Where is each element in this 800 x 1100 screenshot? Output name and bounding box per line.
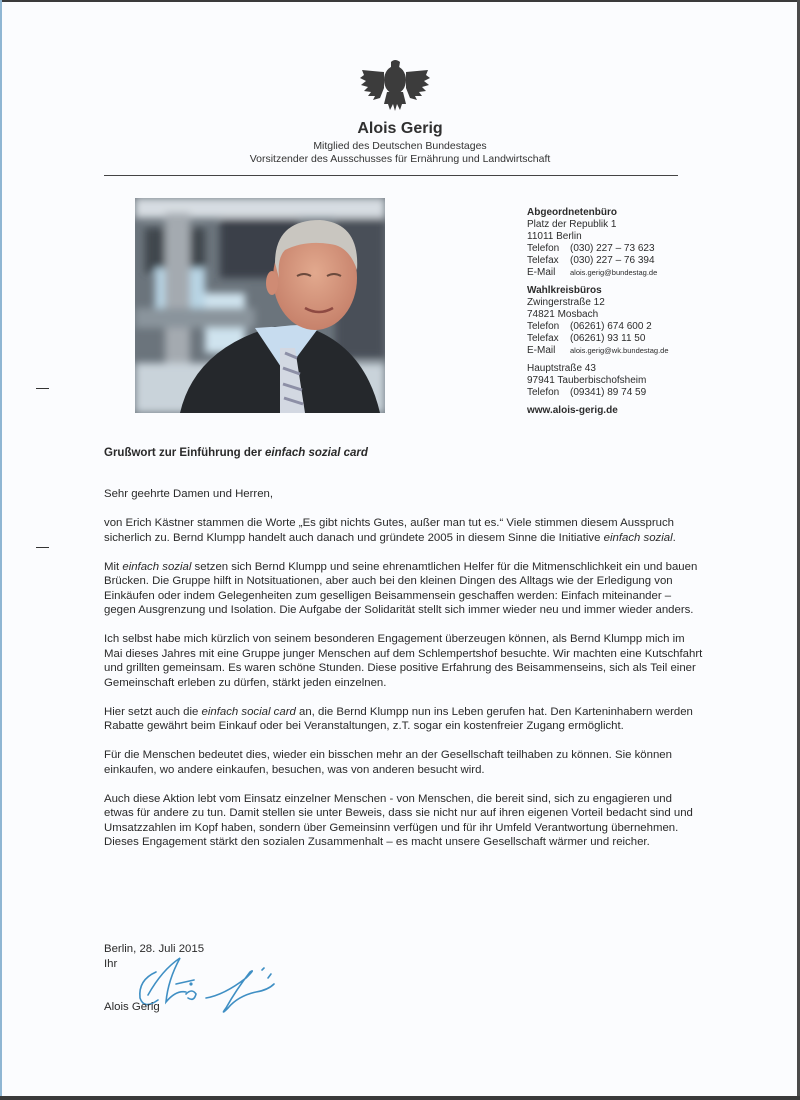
fax-label: Telefax (527, 255, 559, 266)
bundesadler-eagle-icon (358, 58, 432, 112)
header-divider (104, 175, 678, 176)
letterhead-role: Mitglied des Deutschen Bundestages (313, 140, 487, 152)
mosbach-street: Zwingerstraße 12 (527, 297, 605, 308)
berlin-street: Platz der Republik 1 (527, 219, 617, 230)
letterhead-name: Alois Gerig (357, 120, 443, 137)
paragraph: Ich selbst habe mich kürzlich von seinem besonderen Engagement überzeugen können, als Bernd Klumpp mich im Mai dieses Jahres mit eine Gruppe junger Menschen auf dem Schlempertshof besuchte. Wir machten eine Kutschfahrt und grillten gemeinsam. Es waren schöne Stunden. Diese positive Erfahrung des Beisammenseins, sich als Teil einer Gemeinschaft erleben zu dürfen, stärkt jeden einzelnen. (104, 633, 703, 689)
berlin-email-row (527, 267, 669, 279)
mosbach-phone: (06261) 674 600 2 (570, 321, 652, 332)
paragraph: Für die Menschen bedeutet dies, wieder ein bisschen mehr an der Gesellschaft teilhaben zu können. Sie können einkaufen, wo andere einkaufen, besuchen, was von anderen besucht wird. (104, 749, 672, 776)
phone-label: Telefon (527, 243, 560, 254)
tauber-street: Hauptstraße 43 (527, 363, 596, 374)
signer-name: Alois Gerig (104, 1001, 160, 1013)
mosbach-email: alois.gerig@wk.bundestag.de (570, 346, 669, 355)
email-label: E-Mail (527, 345, 556, 356)
phone-label: Telefon (527, 321, 560, 332)
fold-mark (36, 388, 49, 389)
fax-label: Telefax (527, 333, 559, 344)
scan-edge-left (0, 0, 2, 1100)
website-link[interactable]: www.alois-gerig.de (527, 405, 618, 416)
berlin-office-heading: Abgeordnetenbüro (527, 207, 617, 218)
title-emphasis: einfach sozial card (265, 447, 368, 459)
email-label: E-Mail (527, 267, 556, 278)
berlin-city: 11011 Berlin (527, 231, 582, 242)
phone-label: Telefon (527, 387, 560, 398)
closing-word: Ihr (104, 957, 118, 970)
tauber-city: 97941 Tauberbischofsheim (527, 375, 647, 386)
scan-edge-bottom (0, 1096, 800, 1100)
contact-block (527, 207, 669, 417)
berlin-phone-row (527, 243, 669, 255)
title-text: Grußwort zur Einführung der (104, 447, 265, 459)
scan-edge-top (0, 0, 800, 2)
punch-mark (36, 547, 49, 548)
place-date: Berlin, 28. Juli 2015 (104, 943, 205, 955)
letterhead-committee: Vorsitzender des Ausschusses für Ernährung und Landwirtschaft (249, 153, 551, 165)
paragraph: Mit einfach sozial setzen sich Bernd Klumpp und seine ehrenamtlichen Helfer für die Mitmenschlichkeit ein und bauen Brücken. Die Gruppe hilft in Notsituationen, aber auch bei den kleinen Dingen des Alltags wie der Erledigung von Einkäufen oder indem Gelegenheiten zum geselligen Beisammensein geschaffen werden: Einfach miteinander – gegen Ausgrenzung und Isolation. Die Aufgabe der Solidarität stellt sich immer wieder neu und immer wieder anders. (104, 560, 698, 616)
mosbach-email-row (527, 345, 669, 357)
tauber-phone-row (527, 387, 669, 399)
mosbach-city: 74821 Mosbach (527, 309, 599, 320)
salutation: Sehr geehrte Damen und Herren, (104, 488, 274, 500)
portrait-photo (135, 198, 385, 413)
paragraph: Auch diese Aktion lebt vom Einsatz einzelner Menschen - von Menschen, die bereit sind, sich zu engagieren und etwas für andere zu tun. Damit stellen sie unter Beweis, dass sie nicht nur auf ihren eigenen Vorteil bedacht sind und Umsatzzahlen im Kopf haben, sondern über Gemeinsinn verfügen und für ihr Umfeld Verantwortung übernehmen. Dieses Engagement stärkt den sozialen Zusammenhalt – es macht unsere Gesellschaft wärmer und reicher. (104, 792, 693, 848)
letter-body (104, 487, 704, 864)
tauber-phone: (09341) 89 74 59 (570, 387, 647, 398)
mosbach-fax-row (527, 333, 669, 345)
mosbach-fax: (06261) 93 11 50 (570, 333, 646, 344)
berlin-email: alois.gerig@bundestag.de (570, 268, 658, 277)
berlin-phone: (030) 227 – 73 623 (570, 243, 655, 254)
paragraph: von Erich Kästner stammen die Worte „Es gibt nichts Gutes, außer man tut es.“ Viele stimmen diesem Ausspruch sicherlich zu. Bernd Klumpp handelt auch danach und gründete 2005 in diesem Sinne die Initiative einfach sozial. (104, 517, 676, 544)
paragraph: Hier setzt auch die einfach social card an, die Bernd Klumpp nun ins Leben gerufen hat. Den Karteninhabern werden Rabatte gewährt beim Einkauf oder bei Veranstaltungen, z.T. sogar ein kostenfreier Zugang ermöglicht. (104, 705, 693, 732)
berlin-fax-row (527, 255, 669, 267)
constituency-office-heading: Wahlkreisbüros (527, 285, 602, 296)
mosbach-phone-row (527, 321, 669, 333)
letter-title (104, 447, 368, 459)
berlin-fax: (030) 227 – 76 394 (570, 255, 655, 266)
